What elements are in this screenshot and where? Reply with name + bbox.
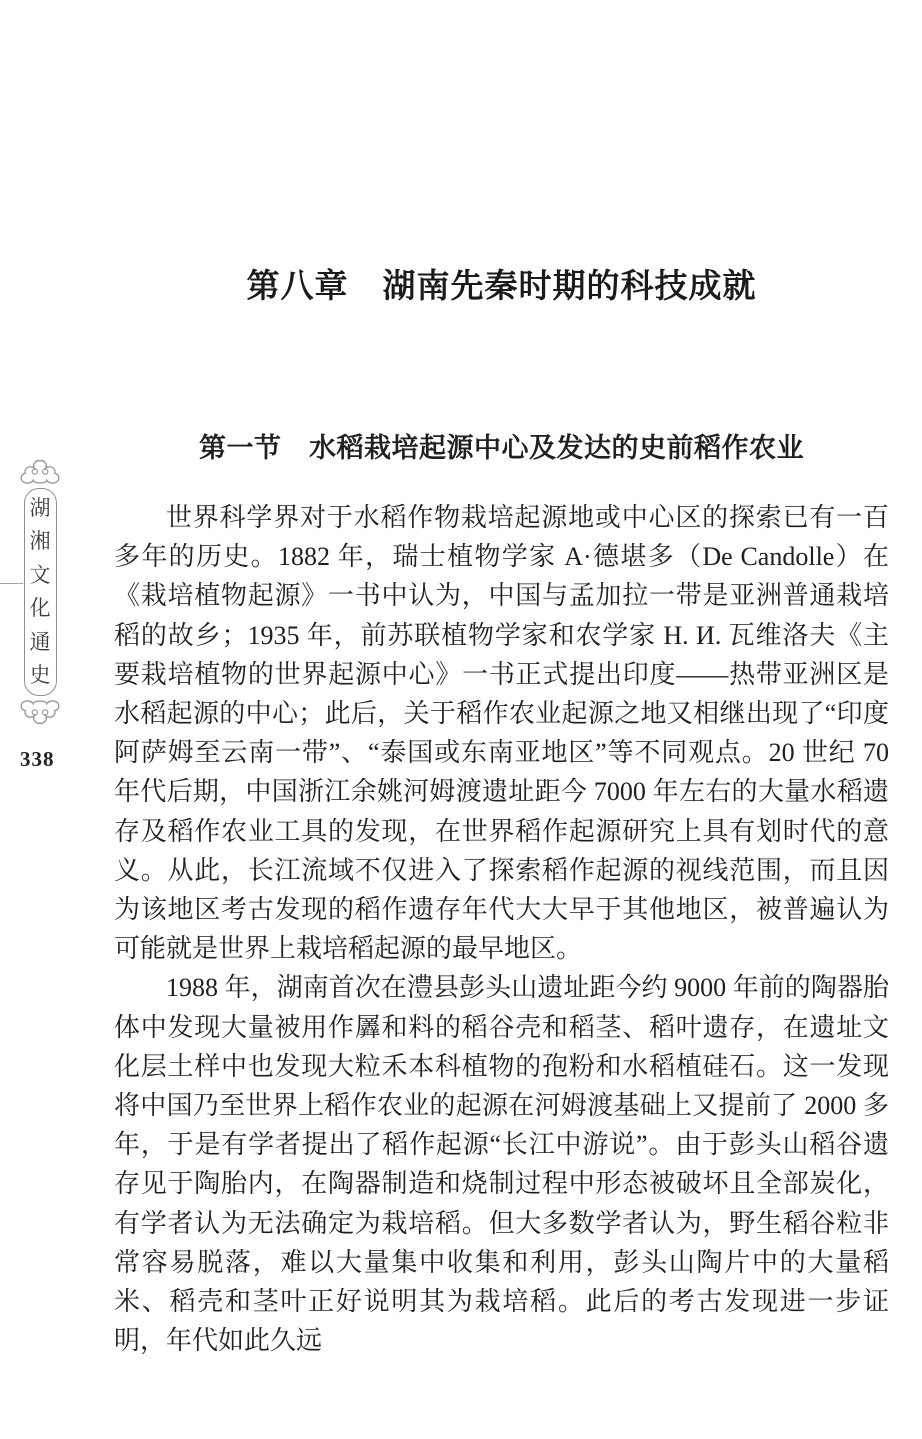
spine-cartouche xyxy=(24,488,57,696)
section-heading: 第一节 水稻栽培起源中心及发达的史前稻作农业 xyxy=(199,433,804,463)
spine-char: 湖 xyxy=(29,496,51,520)
ruyi-cloud-bottom-icon xyxy=(18,693,62,726)
body-text xyxy=(114,498,889,1360)
page-content xyxy=(114,0,889,1439)
ruyi-cloud-top-icon xyxy=(18,458,62,491)
paragraph: 1988 年，湖南首次在澧县彭头山遗址距今约 9000 年前的陶器胎体中发现大量被用作羼和料的稻谷壳和稻茎、稻叶遗存，在遗址文化层土样中也发现大粒禾本科植物的孢粉和水稻植硅石。这一发现将中国乃至世界上稻作农业的起源在河姆渡基础上又提前了 2000 多年，于是有学者提出了稻作起源“长江中游说”。由于彭头山稻谷遗存见于陶胎内，在陶器制造和烧制过程中形态被破坏且全部炭化，有学者认为无法确定为栽培稻。但大多数学者认为，野生稻谷粒非常容易脱落，难以大量集中收集和利用，彭头山陶片中的大量稻米、稻壳和茎叶正好说明其为栽培稻。此后的考古发现进一步证明，年代如此久远 xyxy=(114,973,889,1356)
spine-char: 文 xyxy=(29,562,51,587)
spine-char: 通 xyxy=(29,629,51,654)
paragraph: 世界科学界对于水稻作物栽培起源地或中心区的探索已有一百多年的历史。1882 年，瑞士植物学家 A·德堪多（De Candolle）在《栽培植物起源》一书中认为，中国与孟加拉一带是亚洲普通栽培稻的故乡；1935 年，前苏联植物学家和农学家 Н. И. 瓦维洛夫《主要栽培植物的世界起源中心》一书正式提出印度——热带亚洲区是水稻起源的中心；此后，关于稻作农业起源之地又相继出现了“印度阿萨姆至云南一带”、“泰国或东南亚地区”等不同观点。20 世纪 70 年代后期，中国浙江余姚河姆渡遗址距今 7000 年左右的大量水稻遗存及稻作农业工具的发现，在世界稻作起源研究上具有划时代的意义。从此，长江流域不仅进入了探索稻作起源的视线范围，而且因为该地区考古发现的稻作遗存年代大大早于其他地区，被普遍认为可能就是世界上栽培稻起源的最早地区。 xyxy=(114,503,889,964)
page-number: 338 xyxy=(20,747,55,771)
spine-char: 史 xyxy=(29,662,51,687)
spine-char: 化 xyxy=(29,596,51,621)
chapter-heading: 第八章 湖南先秦时期的科技成就 xyxy=(246,269,757,305)
spine-banner xyxy=(18,458,62,726)
spine-char: 湘 xyxy=(29,529,51,554)
